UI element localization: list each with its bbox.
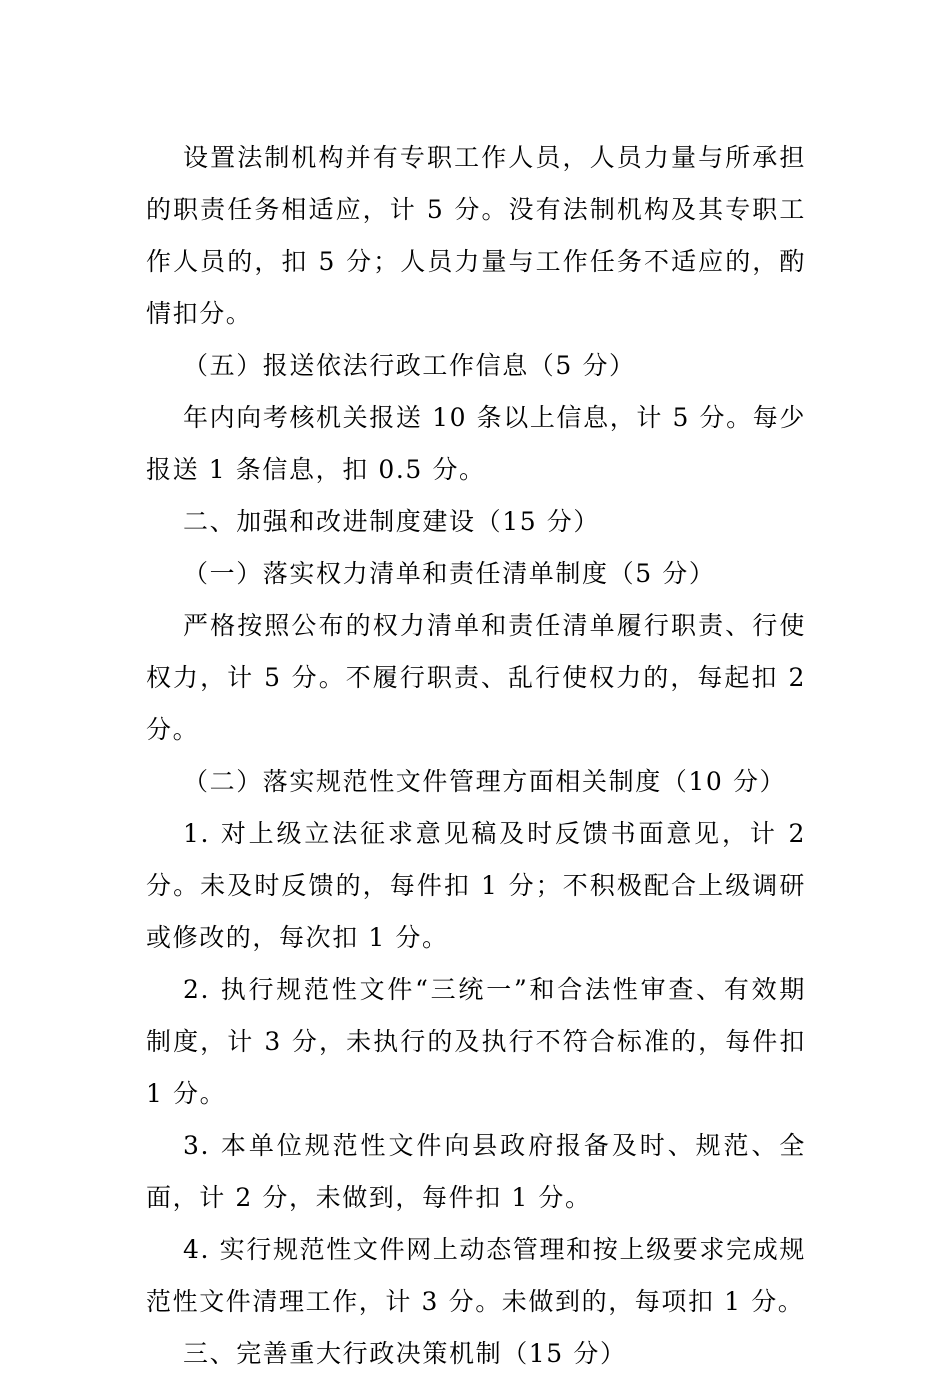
paragraph-report-info: 年内向考核机关报送 10 条以上信息，计 5 分。每少报送 1 条信息，扣 0.5 分。: [146, 403, 806, 484]
paragraph-power-list: 严格按照公布的权力清单和责任清单履行职责、行使权力，计 5 分。不履行职责、乱行使权力的，每起扣 2 分。: [146, 611, 806, 744]
item-4-online-management: 4. 实行规范性文件网上动态管理和按上级要求完成规范性文件清理工作，计 3 分。未做到的，每项扣 1 分。: [146, 1235, 806, 1316]
heading-section-two: 二、加强和改进制度建设（15 分）: [183, 507, 600, 536]
item-1-feedback: 1. 对上级立法征求意见稿及时反馈书面意见，计 2 分。未及时反馈的，每件扣 1 分；不积极配合上级调研或修改的，每次扣 1 分。: [146, 819, 806, 952]
item-2-review: 2. 执行规范性文件“三统一”和合法性审查、有效期制度，计 3 分，未执行的及执行不符合标准的，每件扣 1 分。: [146, 975, 806, 1108]
heading-normative-docs: （二）落实规范性文件管理方面相关制度（10 分）: [183, 767, 787, 796]
item-3-filing: 3. 本单位规范性文件向县政府报备及时、规范、全面，计 2 分，未做到，每件扣 1 分。: [146, 1131, 806, 1212]
document-body: [146, 132, 806, 1380]
heading-section-three: 三、完善重大行政决策机制（15 分）: [183, 1339, 627, 1368]
heading-report-info: （五）报送依法行政工作信息（5 分）: [183, 351, 636, 380]
paragraph-legal-staff: 设置法制机构并有专职工作人员，人员力量与所承担的职责任务相适应，计 5 分。没有法制机构及其专职工作人员的，扣 5 分；人员力量与工作任务不适应的，酌情扣分。: [146, 143, 806, 328]
heading-power-list: （一）落实权力清单和责任清单制度（5 分）: [183, 559, 716, 588]
